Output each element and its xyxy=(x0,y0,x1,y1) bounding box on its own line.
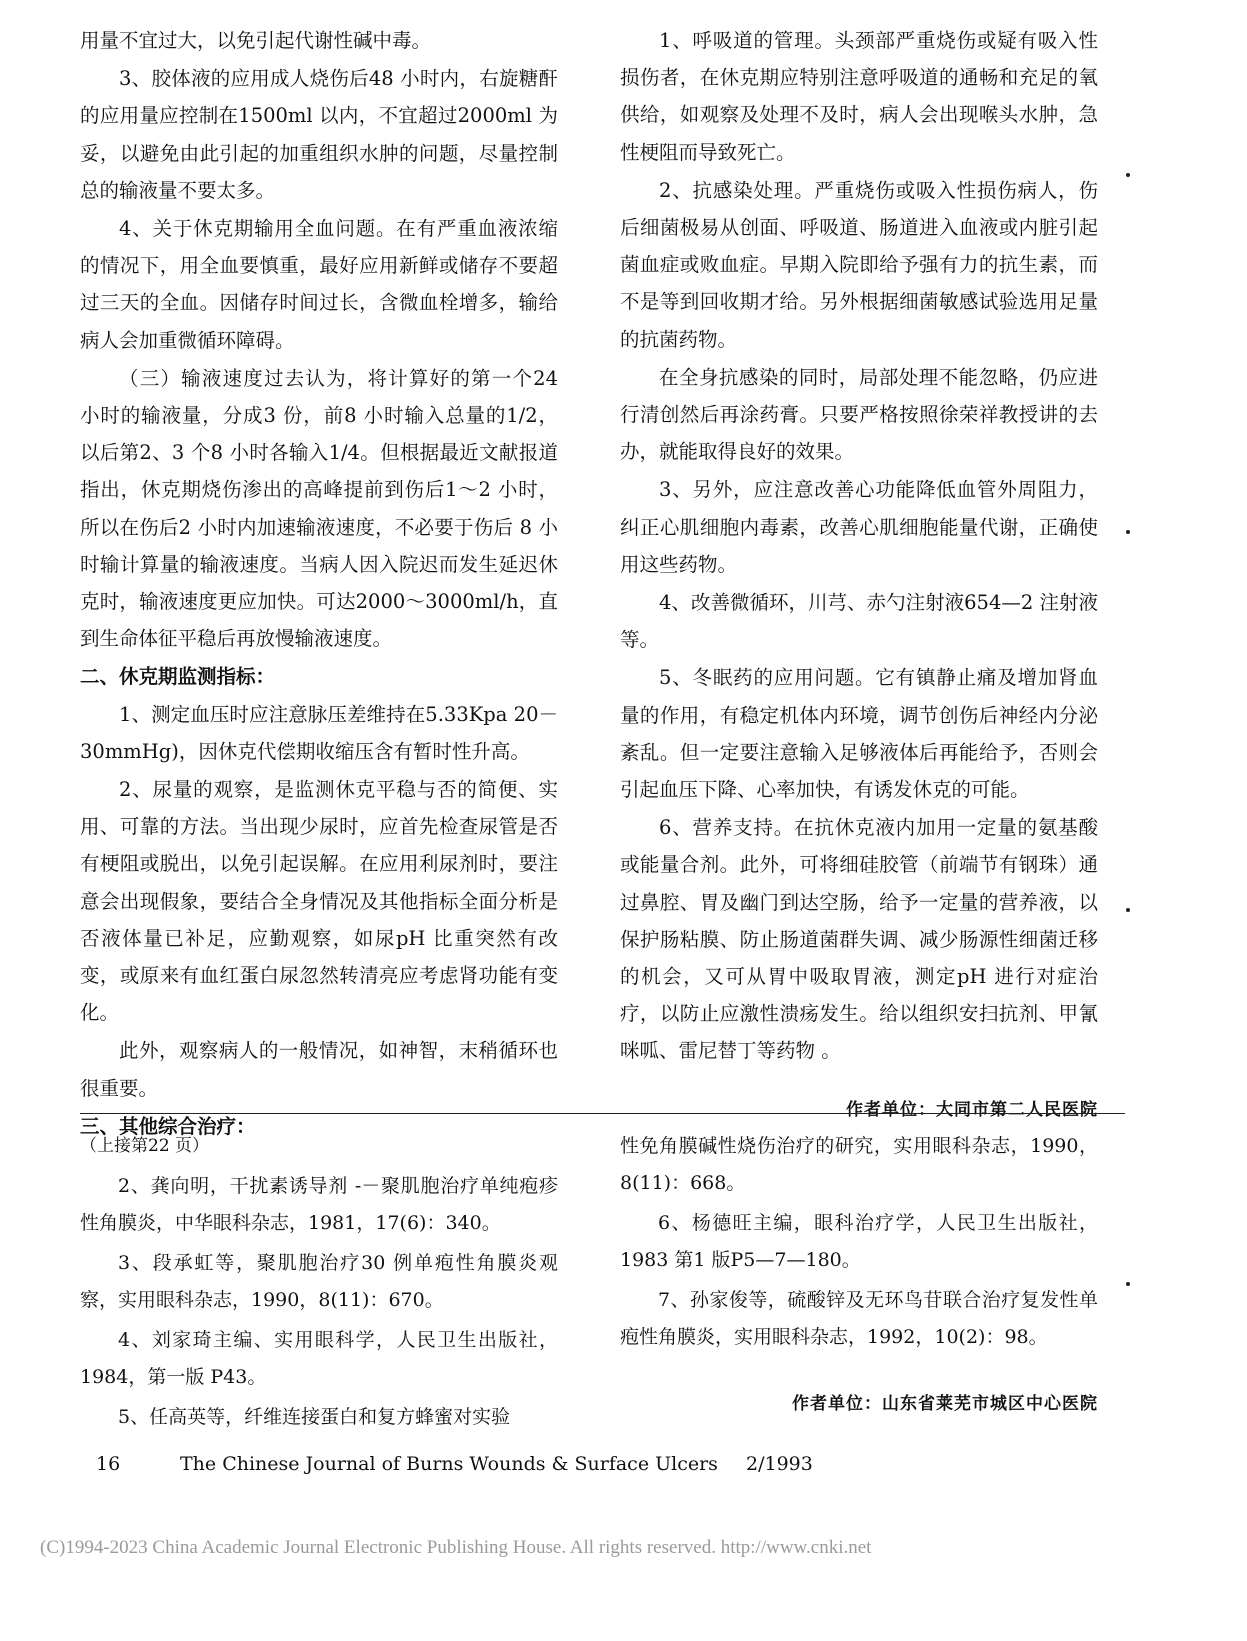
reference-item: 6、杨德旺主编，眼科治疗学，人民卫生出版社，1983 第1 版P5—7—180。 xyxy=(620,1212,1098,1271)
paragraph: 4、关于休克期输用全血问题。在有严重血液浓缩的情况下，用全血要慎重，最好应用新鲜或储存不要超过三天的全血。因储存时间过长，含微血栓增多，输给病人会加重微循环障碍。 xyxy=(80,217,558,352)
paragraph: （三）输液速度过去认为，将计算好的第一个24 小时的输液量，分成3 份，前8 小时输入总量的1/2，以后第2、3 个8 小时各输入1/4。但根据最近文献报道指出，休克期烧伤渗出的高峰提前到伤后1～2 小时，所以在伤后2 小时内加速输液速度，不必要于伤后 8 小时输计算量的输液速度。当病人因入院迟而发生延迟休克时，输液速度更应加快。可达2000～3000ml/h，直到生命体征平稳后再放慢输液速度。 xyxy=(80,366,558,651)
references-left xyxy=(80,1128,558,1439)
reference-item: 2、龚向明，干扰素诱导剂 -－聚肌胞治疗单纯疱疹性角膜炎，中华眼科杂志，1981，17(6)：340。 xyxy=(80,1175,558,1234)
reference-item: 7、孙家俊等，硫酸锌及无环鸟苷联合治疗复发性单疱性角膜炎，实用眼科杂志，1992，10(2)：98。 xyxy=(620,1289,1098,1348)
paragraph: 1、测定血压时应注意脉压差维持在5.33Kpa 20－30mmHg)，因休克代偿期收缩压含有暂时性升高。 xyxy=(80,702,558,763)
scan-speck xyxy=(1126,908,1130,912)
reference-item: 3、段承虹等，聚肌胞治疗30 例单疱性角膜炎观察，实用眼科杂志，1990，8(11)：670。 xyxy=(80,1252,558,1311)
references-right xyxy=(620,1128,1098,1423)
paragraph: 5、冬眠药的应用问题。它有镇静止痛及增加肾血量的作用，有稳定机体内环境，调节创伤后神经内分泌紊乱。但一定要注意输入足够液体后再能给予，否则会引起血压下降、心率加快，有诱发休克的可能。 xyxy=(620,666,1098,802)
scan-speck xyxy=(1126,1282,1130,1286)
section-heading: 二、休克期监测指标： xyxy=(80,665,276,689)
author-affiliation: 作者单位：大同市第二人民医院 xyxy=(846,1099,1098,1120)
issue-number: 2/1993 xyxy=(746,1453,813,1475)
section-divider xyxy=(80,1113,1125,1114)
paragraph: 4、改善微循环，川芎、赤勺注射液654—2 注射液等。 xyxy=(620,591,1098,652)
page-number: 16 xyxy=(96,1453,121,1475)
left-column xyxy=(80,22,558,1145)
paragraph: 在全身抗感染的同时，局部处理不能忽略，仍应进行清创然后再涂药膏。只要严格按照徐荣祥教授讲的去办，就能取得良好的效果。 xyxy=(620,365,1098,464)
reference-item: 5、任高英等，纤维连接蛋白和复方蜂蜜对实验 xyxy=(118,1406,511,1428)
paragraph: 用量不宜过大，以免引起代谢性碱中毒。 xyxy=(80,29,432,52)
author-affiliation: 作者单位：山东省莱芜市城区中心医院 xyxy=(792,1394,1098,1414)
reference-continuation: 性免角膜碱性烧伤治疗的研究，实用眼科杂志，1990，8(11)：668。 xyxy=(620,1135,1098,1194)
paragraph: 3、另外，应注意改善心功能降低血管外周阻力，纠正心肌细胞内毒素，改善心肌细胞能量代谢，正确使用这些药物。 xyxy=(620,478,1098,576)
paragraph: 6、营养支持。在抗休克液内加用一定量的氨基酸或能量合剂。此外，可将细硅胶管（前端节有钢珠）通过鼻腔、胃及幽门到达空肠，给予一定量的营养液，以保护肠粘膜、防止肠道菌群失调、减少肠源性细菌迁移的机会，又可从胃中吸取胃液，测定pH 进行对症治疗，以防止应激性溃疡发生。给以组织安扫抗剂、甲氰咪呱、雷尼替丁等药物 。 xyxy=(620,816,1098,1063)
reference-item: 4、刘家琦主编、实用眼科学，人民卫生出版社，1984，第一版 P43。 xyxy=(80,1329,558,1388)
scan-speck xyxy=(1126,173,1130,177)
paragraph: 此外，观察病人的一般情况，如神智，末稍循环也很重要。 xyxy=(80,1039,558,1100)
scan-speck xyxy=(1126,530,1130,534)
paragraph: 1、呼吸道的管理。头颈部严重烧伤或疑有吸入性损伤者，在休克期应特别注意呼吸道的通畅和充足的氧供给，如观察及处理不及时，病人会出现喉头水肿，急性梗阻而导致死亡。 xyxy=(620,29,1098,164)
copyright-notice: (C)1994-2023 China Academic Journal Electronic Publishing House. All rights reserved. http://www.cnki.net xyxy=(40,1537,872,1558)
journal-title: The Chinese Journal of Burns Wounds & Surface Ulcers xyxy=(180,1453,718,1475)
continued-note: （上接第22 页） xyxy=(80,1136,210,1156)
right-column xyxy=(620,22,1098,1129)
paragraph: 3、胶体液的应用成人烧伤后48 小时内，右旋糖酐的应用量应控制在1500ml 以内，不宜超过2000ml 为妥，以避免由此引起的加重组织水肿的问题，尽量控制总的输液量不要太多。 xyxy=(80,67,558,202)
paragraph: 2、尿量的观察，是监测休克平稳与否的简便、实用、可靠的方法。当出现少尿时，应首先检查尿管是否有梗阻或脱出，以免引起误解。在应用利尿剂时，要注意会出现假象，要结合全身情况及其他指标全面分析是否液体量已补足，应勤观察，如尿pH 比重突然有改变，或原来有血红蛋白尿忽然转清亮应考虑肾功能有变化。 xyxy=(80,778,558,1025)
paragraph: 2、抗感染处理。严重烧伤或吸入性损伤病人，伤后细菌极易从创面、呼吸道、肠道进入血液或内脏引起菌血症或败血症。早期入院即给予强有力的抗生素，而不是等到回收期才给。另外根据细菌敏感试验选用足量的抗菌药物。 xyxy=(620,178,1098,351)
section-heading: 三、其他综合治疗： xyxy=(80,1114,256,1138)
